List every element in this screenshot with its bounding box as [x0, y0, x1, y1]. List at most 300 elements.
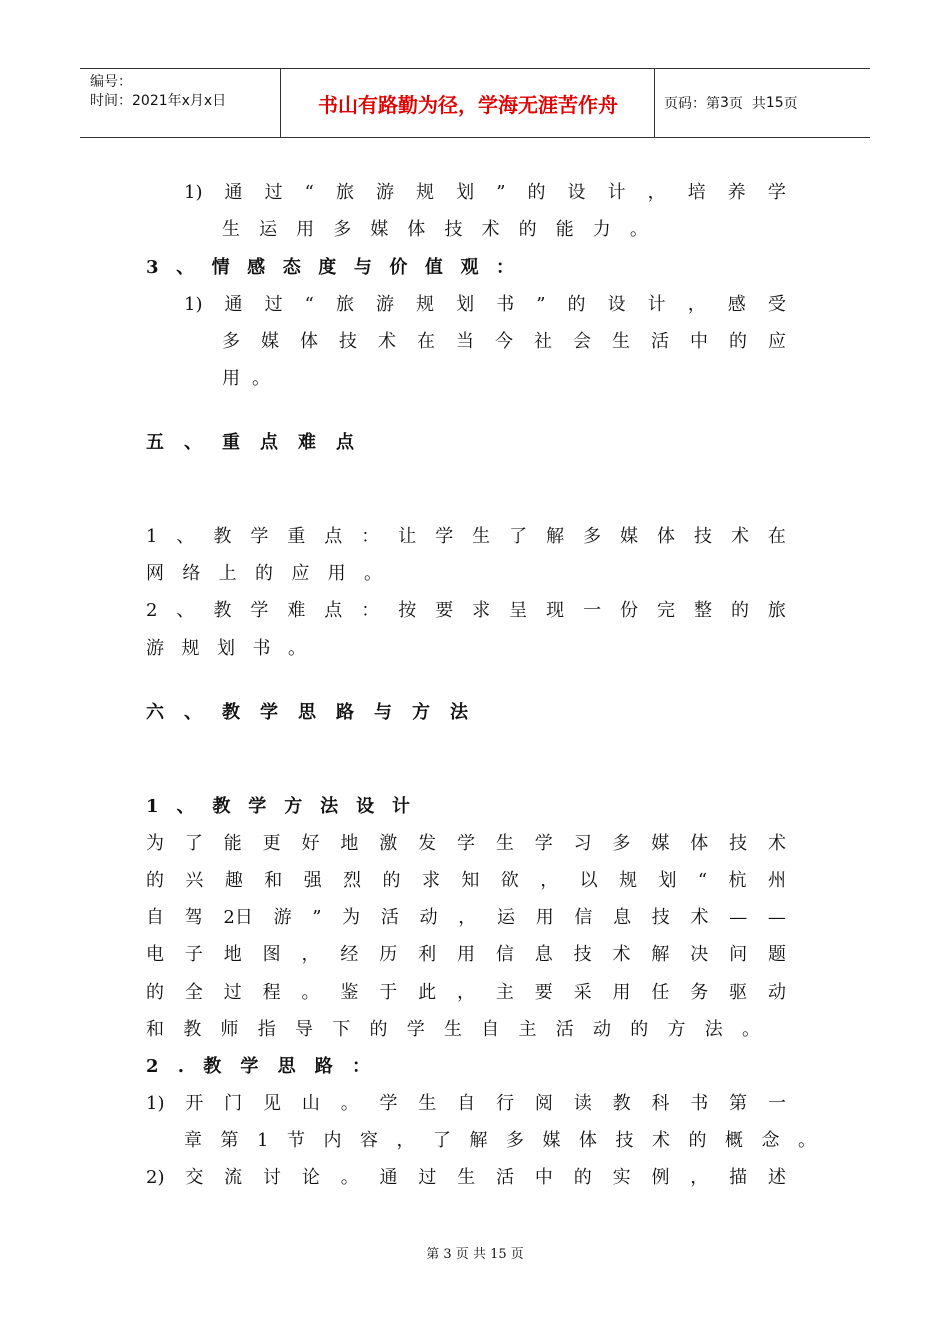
text-token: 历 — [379, 944, 398, 965]
text-token: 1 — [257, 1130, 269, 1151]
text-token: 用 — [327, 563, 346, 584]
text-token: 教 — [213, 526, 232, 547]
text-token: 的 — [730, 600, 749, 621]
text-token: ， — [690, 1167, 709, 1188]
text-line — [222, 217, 648, 243]
text-line — [222, 366, 270, 392]
text-token: 多 — [333, 219, 352, 240]
header-motto: 书山有路勤为径，学海无涯苦作舟 — [318, 92, 618, 117]
text-token: 呈 — [509, 600, 528, 621]
text-token: 旅 — [767, 600, 786, 621]
text-token: 动 — [419, 907, 438, 928]
text-token: 五 — [146, 432, 164, 453]
text-token: 感 — [727, 294, 746, 315]
text-token: 。 — [301, 982, 320, 1003]
text-line — [146, 636, 306, 662]
text-token: 论 — [301, 1167, 320, 1188]
text-token: “ — [697, 870, 708, 891]
text-token: ， — [687, 294, 706, 315]
text-line — [146, 942, 786, 968]
text-token: 体 — [407, 219, 426, 240]
text-token: 求 — [472, 600, 491, 621]
text-line — [146, 598, 786, 624]
text-token: 、 — [184, 432, 202, 453]
text-token: 例 — [651, 1167, 670, 1188]
text-token: 、 — [176, 796, 195, 817]
text-token: 教 — [612, 1093, 631, 1114]
text-token: 州 — [767, 870, 786, 891]
text-token: 烈 — [343, 870, 362, 891]
text-token: 难 — [287, 600, 306, 621]
text-token: 技 — [729, 833, 748, 854]
text-token: 教 — [212, 796, 231, 817]
text-token: 完 — [657, 600, 676, 621]
text-token: 技 — [573, 944, 592, 965]
text-token: 。 — [340, 1093, 359, 1114]
text-token: — — [767, 907, 786, 928]
text-token: 容 — [359, 1130, 378, 1151]
text-token: 第 — [729, 1093, 748, 1114]
text-token: 技 — [339, 331, 357, 352]
text-token: 生 — [457, 1167, 476, 1188]
text-token: 学 — [250, 600, 269, 621]
text-token: 。 — [629, 219, 648, 240]
section-heading — [146, 700, 468, 726]
text-token: 游 — [146, 638, 164, 659]
text-token: 讨 — [263, 1167, 282, 1188]
text-token: ： — [361, 526, 380, 547]
text-token: 通 — [379, 1167, 398, 1188]
text-token: 1) — [184, 182, 203, 203]
text-token: 体 — [657, 526, 676, 547]
text-token: 2 — [146, 600, 158, 621]
text-token: 2 — [146, 1056, 159, 1077]
text-token: 术 — [730, 526, 749, 547]
text-token: 3 — [146, 257, 159, 278]
text-token: 动 — [593, 1019, 611, 1040]
text-token: 了 — [432, 1130, 451, 1151]
text-token: 技 — [444, 219, 463, 240]
text-token: 法 — [320, 796, 339, 817]
text-token: 值 — [424, 257, 443, 278]
text-token: ” — [496, 182, 506, 203]
text-line — [146, 868, 786, 894]
text-token: 上 — [218, 563, 237, 584]
text-token: 整 — [693, 600, 712, 621]
text-token: “ — [304, 182, 314, 203]
text-token: 术 — [612, 944, 631, 965]
text-token: 过 — [223, 982, 242, 1003]
text-token: 第 — [220, 1130, 239, 1151]
text-token: 划 — [658, 870, 677, 891]
footer-mid: 页 共 — [455, 1247, 486, 1262]
text-token: 运 — [259, 219, 278, 240]
text-token: 划 — [456, 182, 475, 203]
text-token: 2日 — [223, 907, 253, 928]
text-token: 中 — [534, 1167, 553, 1188]
text-token: 学 — [248, 796, 267, 817]
text-token: 网 — [146, 563, 164, 584]
text-token: 一 — [767, 1093, 786, 1114]
text-token: 任 — [651, 982, 670, 1003]
text-token: 让 — [398, 526, 417, 547]
text-token: 学 — [260, 702, 278, 723]
text-token: 全 — [184, 982, 203, 1003]
text-token: 应 — [291, 563, 310, 584]
text-token: 务 — [690, 982, 709, 1003]
text-token: 点 — [324, 526, 343, 547]
text-token: 规 — [416, 294, 435, 315]
text-token: 多 — [583, 526, 602, 547]
text-token: 规 — [619, 870, 638, 891]
text-token: ” — [312, 907, 322, 928]
footer-prefix: 第 — [426, 1247, 440, 1262]
text-token: 地 — [223, 944, 242, 965]
text-token: 描 — [729, 1167, 748, 1188]
header-divider — [654, 69, 655, 137]
text-token: 难 — [298, 432, 316, 453]
text-token: 经 — [340, 944, 359, 965]
subsection-heading — [146, 794, 410, 820]
text-token: 旅 — [335, 182, 354, 203]
text-token: 驱 — [729, 982, 748, 1003]
text-token: 章 — [184, 1130, 202, 1151]
text-token: 态 — [282, 257, 301, 278]
text-line — [222, 329, 786, 355]
text-token: 通 — [224, 294, 243, 315]
text-line — [146, 1017, 760, 1043]
text-token: 用 — [296, 219, 315, 240]
text-token: 受 — [767, 294, 786, 315]
text-token: ， — [458, 907, 477, 928]
text-token: 自 — [146, 907, 164, 928]
text-token: 活 — [651, 331, 669, 352]
text-token: 媒 — [261, 331, 279, 352]
text-line — [184, 292, 786, 318]
text-line — [184, 1128, 816, 1154]
subsection-heading — [146, 1054, 370, 1080]
page-suffix: 页 — [783, 96, 798, 112]
text-token: 欲 — [500, 870, 519, 891]
text-token: 和 — [264, 870, 283, 891]
text-token: 游 — [273, 907, 292, 928]
text-line — [146, 980, 786, 1006]
text-token: 学 — [534, 833, 553, 854]
text-token: 计 — [647, 294, 666, 315]
text-token: 一 — [583, 600, 602, 621]
text-token: 内 — [323, 1130, 342, 1151]
text-token: 、 — [176, 257, 195, 278]
text-token: 。 — [797, 1130, 816, 1151]
text-token: 杭 — [728, 870, 747, 891]
page-prefix: 页码：第 — [664, 96, 720, 112]
text-token: 的 — [254, 563, 273, 584]
text-token: 能 — [555, 219, 574, 240]
text-token: 的 — [518, 219, 537, 240]
text-token: 1) — [146, 1093, 165, 1114]
text-token: 学 — [457, 833, 475, 854]
text-token: 、 — [176, 600, 195, 621]
text-token: 络 — [182, 563, 201, 584]
text-token: 概 — [724, 1130, 743, 1151]
text-token: 体 — [578, 1130, 597, 1151]
text-token: 述 — [767, 1167, 786, 1188]
text-token: — — [729, 907, 748, 928]
text-token: 念 — [761, 1130, 780, 1151]
text-token: 息 — [534, 944, 553, 965]
text-token: 知 — [461, 870, 480, 891]
text-token: 活 — [555, 1019, 574, 1040]
text-token: 问 — [729, 944, 748, 965]
text-token: 生 — [444, 1019, 462, 1040]
text-token: 。 — [363, 563, 382, 584]
text-token: 旅 — [335, 294, 354, 315]
footer-suffix: 页 — [510, 1247, 524, 1262]
text-token: 点 — [260, 432, 278, 453]
text-token: 程 — [262, 982, 281, 1003]
text-token: 与 — [353, 257, 372, 278]
text-line — [146, 831, 786, 857]
text-token: 术 — [768, 833, 786, 854]
text-token: 术 — [690, 907, 709, 928]
text-token: 趣 — [224, 870, 243, 891]
text-token: 法 — [704, 1019, 723, 1040]
text-token: 在 — [417, 331, 435, 352]
text-token: 信 — [495, 944, 514, 965]
page-number: 3 — [720, 95, 729, 111]
text-token: 学 — [240, 1056, 259, 1077]
text-token: 划 — [456, 294, 475, 315]
text-token: 生 — [418, 1093, 437, 1114]
text-token: 了 — [509, 526, 528, 547]
text-token: 流 — [224, 1167, 243, 1188]
text-token: 1 — [146, 526, 158, 547]
text-line — [146, 905, 786, 931]
text-token: 用 — [457, 944, 475, 965]
text-token: 设 — [567, 182, 586, 203]
text-token: 下 — [332, 1019, 351, 1040]
text-token: 学 — [406, 1019, 425, 1040]
text-token: 的 — [527, 182, 546, 203]
text-token: 、 — [184, 702, 202, 723]
text-line — [146, 1165, 786, 1191]
text-token: 份 — [620, 600, 639, 621]
text-token: 求 — [421, 870, 440, 891]
text-token: 子 — [184, 944, 203, 965]
header-page-info — [664, 69, 798, 137]
text-token: 体 — [300, 331, 318, 352]
text-token: 的 — [146, 982, 164, 1003]
text-token: 术 — [378, 331, 396, 352]
text-token: 点 — [336, 432, 354, 453]
text-token: 于 — [379, 982, 398, 1003]
text-token: 息 — [613, 907, 632, 928]
text-token: 今 — [495, 331, 513, 352]
text-token: 技 — [693, 526, 712, 547]
text-token: 感 — [247, 257, 266, 278]
text-token: 、 — [176, 526, 195, 547]
text-token: 养 — [727, 182, 746, 203]
text-token: 科 — [651, 1093, 670, 1114]
text-token: 划 — [217, 638, 235, 659]
text-token: ： — [361, 600, 380, 621]
header-meta — [90, 73, 280, 111]
footer-page-number: 3 — [443, 1247, 452, 1262]
text-token: ： — [496, 257, 514, 278]
text-token: . — [177, 1056, 184, 1077]
text-token: 价 — [389, 257, 408, 278]
text-token: 媒 — [620, 526, 639, 547]
text-token: 用 — [222, 368, 240, 389]
text-token: 要 — [534, 982, 553, 1003]
text-token: 题 — [768, 944, 786, 965]
text-token: 媒 — [370, 219, 389, 240]
text-token: 解 — [651, 944, 670, 965]
text-token: 设 — [356, 796, 375, 817]
text-token: 强 — [303, 870, 322, 891]
text-token: 生 — [222, 219, 240, 240]
text-token: 自 — [457, 1093, 476, 1114]
text-token: 教 — [213, 600, 232, 621]
footer-total: 15 — [490, 1247, 507, 1262]
text-token: 利 — [418, 944, 437, 965]
text-token: 1 — [146, 796, 159, 817]
text-token: 技 — [615, 1130, 634, 1151]
text-token: 采 — [573, 982, 592, 1003]
text-token: 见 — [263, 1093, 282, 1114]
text-token: 设 — [607, 294, 626, 315]
text-token: 点 — [324, 600, 343, 621]
text-token: 技 — [651, 907, 670, 928]
text-token: 社 — [534, 331, 552, 352]
text-token: 学 — [379, 1093, 398, 1114]
text-token: 以 — [579, 870, 598, 891]
text-token: 的 — [567, 294, 586, 315]
text-token: 生 — [612, 331, 630, 352]
text-token: 图 — [262, 944, 281, 965]
text-token: 实 — [612, 1167, 631, 1188]
text-token: 导 — [295, 1019, 313, 1040]
text-token: 了 — [184, 833, 203, 854]
text-line — [146, 524, 786, 550]
text-line — [146, 561, 382, 587]
text-token: 鉴 — [340, 982, 359, 1003]
text-token: 自 — [481, 1019, 500, 1040]
text-token: 重 — [222, 432, 240, 453]
page-mid: 页 共 — [728, 96, 766, 112]
text-token: 思 — [298, 702, 316, 723]
text-token: 动 — [768, 982, 786, 1003]
text-token: 指 — [257, 1019, 276, 1040]
text-token: 计 — [391, 796, 410, 817]
text-token: 和 — [146, 1019, 164, 1040]
text-token: 媒 — [651, 833, 670, 854]
text-token: 教 — [183, 1019, 202, 1040]
text-token: 过 — [418, 1167, 437, 1188]
text-token: 的 — [729, 331, 747, 352]
text-token: 思 — [277, 1056, 296, 1077]
text-token: 。 — [288, 638, 306, 659]
text-token: 驾 — [184, 907, 203, 928]
text-token: 交 — [185, 1167, 204, 1188]
text-token: 能 — [223, 833, 242, 854]
text-token: 在 — [767, 526, 786, 547]
text-token: 好 — [301, 833, 320, 854]
text-token: 为 — [342, 907, 361, 928]
text-token: 培 — [687, 182, 706, 203]
text-token: ， — [647, 182, 666, 203]
text-token: 重 — [287, 526, 306, 547]
text-line — [146, 1091, 786, 1117]
text-token: 通 — [224, 182, 243, 203]
text-token: 过 — [264, 182, 283, 203]
text-token: 活 — [496, 1167, 515, 1188]
text-token: 多 — [612, 833, 631, 854]
text-token: 按 — [398, 600, 417, 621]
text-token: ： — [351, 1056, 370, 1077]
text-token: ， — [457, 982, 475, 1003]
text-token: 路 — [314, 1056, 333, 1077]
text-token: 媒 — [542, 1130, 561, 1151]
text-token: 的 — [369, 1019, 388, 1040]
text-token: “ — [304, 294, 314, 315]
text-token: 的 — [146, 870, 164, 891]
text-token: 更 — [262, 833, 281, 854]
text-token: 的 — [382, 870, 401, 891]
text-token: 法 — [450, 702, 468, 723]
text-token: 度 — [318, 257, 337, 278]
text-token: 激 — [379, 833, 398, 854]
time-label: 时间：2021年x月x日 — [90, 93, 227, 109]
text-token: 发 — [418, 833, 437, 854]
text-token: 六 — [146, 702, 164, 723]
text-token: 解 — [469, 1130, 488, 1151]
text-token: 。 — [340, 1167, 359, 1188]
text-token: ” — [536, 294, 546, 315]
text-token: 的 — [688, 1130, 707, 1151]
text-token: 计 — [607, 182, 626, 203]
text-token: 游 — [376, 294, 394, 315]
text-token: 方 — [412, 702, 430, 723]
text-token: 师 — [220, 1019, 239, 1040]
text-token: 教 — [203, 1056, 222, 1077]
text-token: 节 — [286, 1130, 305, 1151]
text-token: 决 — [690, 944, 709, 965]
text-token: 解 — [546, 526, 565, 547]
text-token: 1) — [184, 294, 203, 315]
text-token: 多 — [505, 1130, 524, 1151]
text-token: 会 — [573, 331, 591, 352]
text-token: 学 — [767, 182, 786, 203]
text-token: 观 — [460, 257, 479, 278]
text-token: 教 — [222, 702, 240, 723]
text-token: 。 — [742, 1019, 760, 1040]
text-line — [184, 180, 786, 206]
text-token: 要 — [435, 600, 454, 621]
text-token: 读 — [573, 1093, 592, 1114]
text-token: 用 — [612, 982, 631, 1003]
text-token: 运 — [496, 907, 515, 928]
text-token: ， — [301, 944, 320, 965]
text-token: 中 — [690, 331, 708, 352]
text-token: 路 — [336, 702, 354, 723]
section-heading — [146, 255, 514, 281]
text-token: 术 — [481, 219, 500, 240]
text-token: 为 — [146, 833, 164, 854]
text-token: 行 — [496, 1093, 515, 1114]
text-token: 。 — [252, 368, 270, 389]
section-heading — [146, 430, 354, 456]
